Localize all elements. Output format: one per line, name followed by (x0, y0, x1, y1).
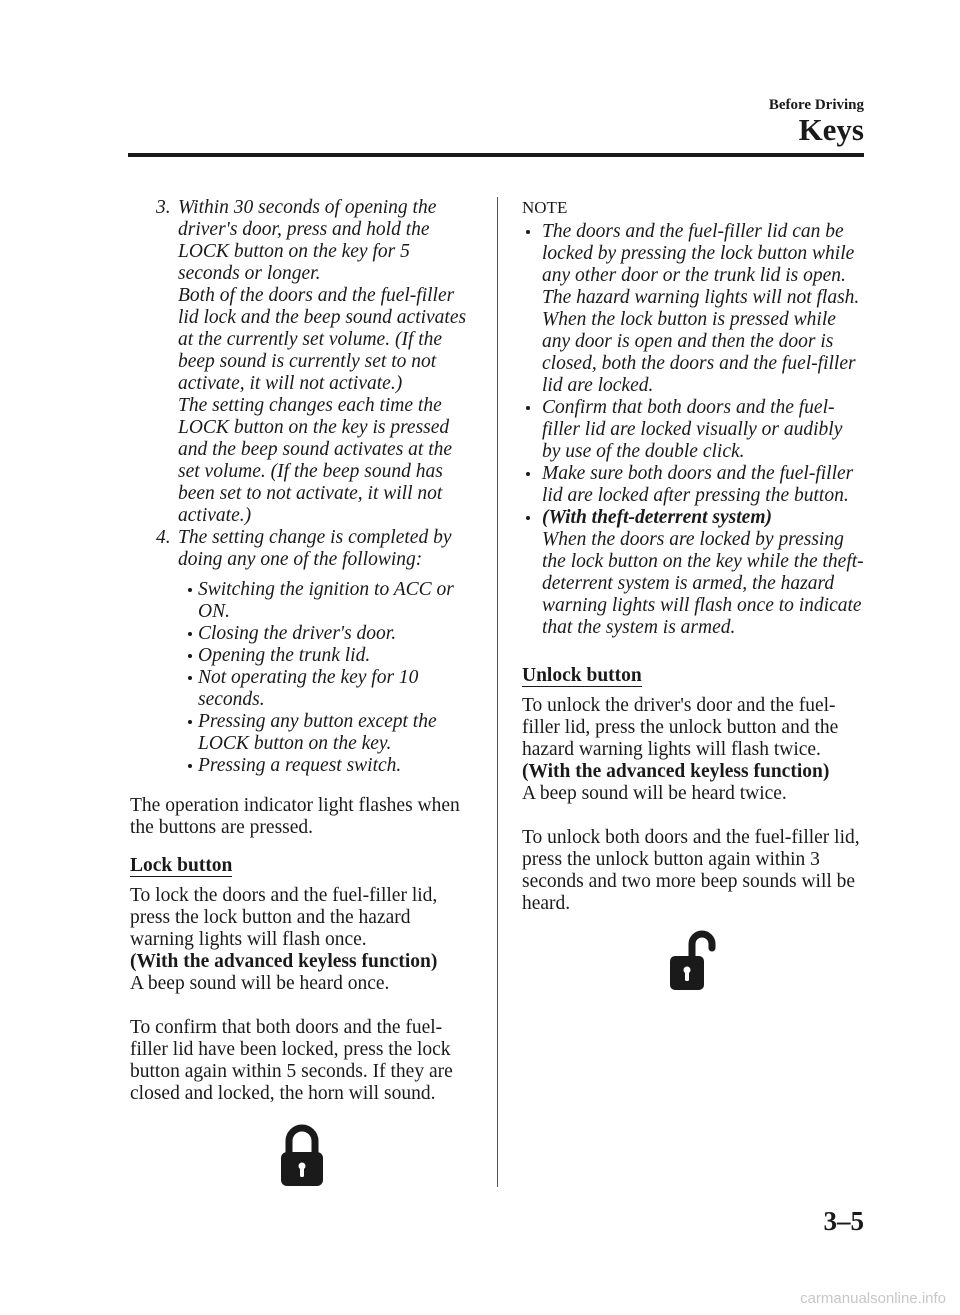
note-item: Confirm that both doors and the fuel-filler lid are locked visually or audibly by use of the double click. (522, 397, 864, 463)
step-4 (130, 527, 472, 571)
bullet-icon (188, 654, 192, 658)
lock-keyless-label: (With the advanced keyless function) (130, 951, 438, 972)
unlock-beep-text: A beep sound will be heard twice. (522, 783, 787, 804)
unlock-button-heading: Unlock button (522, 665, 642, 686)
note-title: NOTE (522, 198, 568, 217)
lock-beep-text: A beep sound will be heard once. (130, 973, 390, 994)
bullet-icon (526, 230, 530, 234)
unlock-keyless-label: (With the advanced keyless function) (522, 761, 830, 782)
note-item (522, 507, 864, 639)
bullet-icon (188, 632, 192, 636)
theft-deterrent-text: When the doors are locked by pressing the lock button on the key while the theft-deterrent system is armed, the hazard warning lights will flash once to indicate that the system is armed. (542, 529, 864, 638)
step-3-line-3: The setting changes each time the LOCK button on the key is pressed and the beep sound activates at the set volume. (If the beep sound has been set to not activate, it will not activate.) (178, 395, 453, 526)
bullet-icon (188, 588, 192, 592)
step-number: 4. (156, 527, 171, 548)
page-number: 3–5 (823, 1206, 864, 1236)
section-label: Before Driving (768, 97, 864, 113)
list-item: Not operating the key for 10 seconds. (130, 667, 472, 711)
unlock-heading-wrap (522, 665, 864, 687)
list-item: Opening the trunk lid. (130, 645, 472, 667)
column-divider (497, 197, 498, 1187)
lock-confirm-text: To confirm that both doors and the fuel-filler lid have been locked, press the lock button again within 5 seconds. If they are closed and locked, the horn will sound. (130, 1017, 453, 1104)
bullet-icon (188, 764, 192, 768)
indicator-text: The operation indicator light flashes when the buttons are pressed. (130, 795, 460, 838)
bullet-icon (526, 472, 530, 476)
right-column (522, 197, 864, 915)
step-3-line-2: Both of the doors and the fuel-filler lid lock and the beep sound activates at the currently set volume. (If the beep sound is currently set to not activate, it will not activate.) (178, 285, 467, 394)
completion-list (130, 579, 472, 777)
list-item: Pressing a request switch. (130, 755, 472, 777)
bullet-icon (526, 406, 530, 410)
step-4-text: The setting change is completed by doing any one of the following: (178, 527, 452, 570)
note-item: Make sure both doors and the fuel-filler lid are locked after pressing the button. (522, 463, 864, 507)
lock-button-heading: Lock button (130, 855, 233, 876)
step-number: 3. (156, 197, 171, 218)
watermark: carmanualsonline.info (800, 1290, 946, 1307)
unlock-text: To unlock the driver's door and the fuel-filler lid, press the unlock button and the hazard warning lights will flash twice. (With the advanced keyless function) A beep sound will be heard twice. (522, 695, 839, 804)
note-item: The doors and the fuel-filler lid can be locked by pressing the lock button while any other door or the trunk lid is open. The hazard warning lights will not flash. When the lock button is pressed while any door is open and then the door is closed, both the doors and the fuel-filler lid are locked. (522, 221, 864, 397)
lock-text: To lock the doors and the fuel-filler lid, press the lock button and the hazard warning lights will flash once. (With the advanced keyless function) A beep sound will be heard once. (130, 885, 438, 994)
note-list (522, 221, 864, 639)
lock-heading-wrap (130, 855, 472, 877)
list-item: Pressing any button except the LOCK button on the key. (130, 711, 472, 755)
theft-deterrent-title: (With theft-deterrent system) (542, 507, 773, 528)
header-rule (128, 153, 864, 157)
locked-padlock-icon (279, 1124, 325, 1188)
page-title: Keys (798, 112, 864, 147)
bullet-icon (526, 516, 530, 520)
bullet-icon (188, 720, 192, 724)
left-column (130, 197, 472, 1105)
unlocked-padlock-icon (668, 928, 718, 992)
list-item: Closing the driver's door. (130, 623, 472, 645)
bullet-icon (188, 676, 192, 680)
list-item: Switching the ignition to ACC or ON. (130, 579, 472, 623)
step-3 (130, 197, 472, 527)
unlock-both-text: To unlock both doors and the fuel-filler lid, press the unlock button again within 3 seconds and two more beep sounds will be heard. (522, 827, 860, 914)
step-3-line-1: Within 30 seconds of opening the driver's door, press and hold the LOCK button on the key for 5 seconds or longer. (178, 197, 437, 284)
